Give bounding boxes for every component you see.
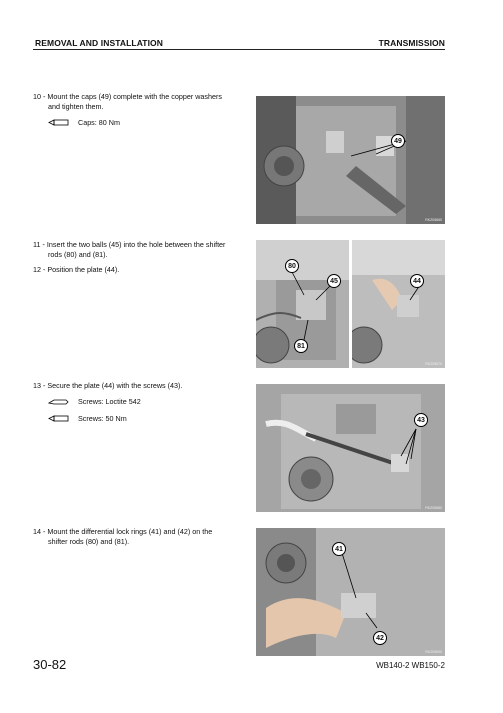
photo-lock-rings <box>256 528 445 656</box>
callout-81: 81 <box>294 339 308 353</box>
step-text: and tighten them. <box>48 102 104 111</box>
page-number: 30-82 <box>33 657 67 672</box>
torque-wrench-icon <box>48 414 70 423</box>
step-11 <box>33 240 245 260</box>
callout-49: 49 <box>391 134 405 148</box>
header-divider <box>33 49 445 50</box>
spec-text: Caps: 80 Nm <box>78 118 120 127</box>
photo-code: RKZ05690 <box>425 650 442 654</box>
step-number: 10 - <box>33 92 46 101</box>
spec-screws-loctite <box>48 397 141 406</box>
photo-code: RKZ05680 <box>425 506 442 510</box>
step-12 <box>33 265 245 275</box>
photo-caps <box>256 96 445 224</box>
photo-balls <box>256 240 349 368</box>
spec-caps-torque <box>48 118 120 127</box>
step-number: 14 - <box>33 527 46 536</box>
step-text: Mount the caps (49) complete with the copper washers <box>47 92 222 101</box>
callout-43: 43 <box>414 413 428 427</box>
step-13 <box>33 381 245 391</box>
spec-text: Screws: Loctite 542 <box>78 397 141 406</box>
sealant-tube-icon <box>48 397 70 406</box>
callout-45: 45 <box>327 274 341 288</box>
step-text: Mount the differential lock rings (41) and (42) on the <box>47 527 213 536</box>
step-text: shifter rods (80) and (81). <box>48 537 130 546</box>
step-text: Insert the two balls (45) into the hole between the shifter <box>46 240 226 249</box>
torque-wrench-icon <box>48 118 70 127</box>
step-number: 11 - <box>33 240 45 249</box>
callout-80: 80 <box>285 259 299 273</box>
step-14 <box>33 527 245 547</box>
photo-code: RKZ05660 <box>425 218 442 222</box>
step-text: Secure the plate (44) with the screws (43). <box>47 381 183 390</box>
header-section-title: REMOVAL AND INSTALLATION <box>35 38 164 48</box>
callout-44: 44 <box>410 274 424 288</box>
step-number: 12 - <box>33 265 46 274</box>
header-chapter-title: TRANSMISSION <box>378 38 445 48</box>
step-10 <box>33 92 245 112</box>
step-number: 13 - <box>33 381 46 390</box>
photo-screws <box>256 384 445 512</box>
step-text: rods (80) and (81). <box>48 250 108 259</box>
callout-42: 42 <box>373 631 387 645</box>
model-names: WB140-2 WB150-2 <box>376 661 445 670</box>
photo-code: RKZ05670 <box>425 362 442 366</box>
spec-text: Screws: 50 Nm <box>78 414 127 423</box>
photo-plate <box>352 240 445 368</box>
callout-41: 41 <box>332 542 346 556</box>
spec-screws-torque <box>48 414 127 423</box>
step-text: Position the plate (44). <box>47 265 120 274</box>
